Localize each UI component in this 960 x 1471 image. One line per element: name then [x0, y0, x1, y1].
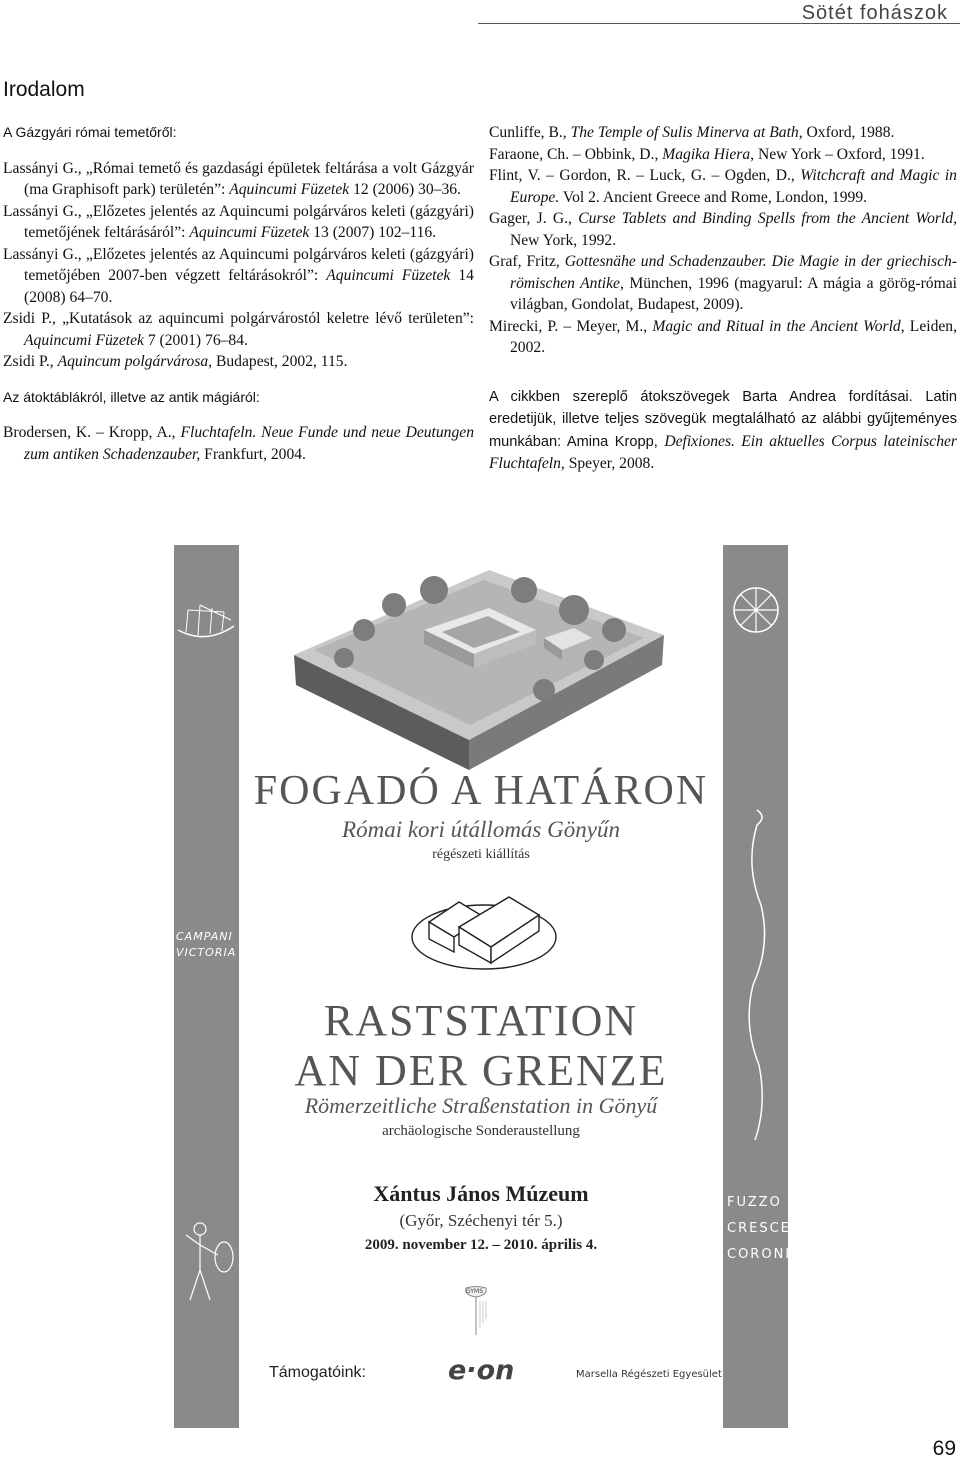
- poster-kind-hu: régészeti kiállítás: [432, 847, 530, 862]
- reference-work: Aquincumi Füzetek: [189, 224, 310, 241]
- reference-work: Witchcraft and Magic in Europe.: [510, 167, 957, 206]
- reference-author: Cunliffe, B.,: [489, 124, 571, 141]
- reference-item: [3, 158, 474, 201]
- exhibition-dates: 2009. november 12. – 2010. április 4.: [364, 1237, 598, 1253]
- reference-author: Zsidi P.,: [3, 353, 58, 370]
- page-number: 69: [932, 1437, 956, 1460]
- reference-details: 12 (2006) 30–36.: [349, 181, 461, 198]
- reference-author: Lassányi G.,: [3, 202, 86, 220]
- reference-work: The Temple of Sulis Minerva at Bath,: [570, 124, 803, 141]
- reference-work: Aquincumi Füzetek: [24, 331, 144, 349]
- poster-title-hu: FOGADÓ A HATÁRON: [253, 768, 709, 814]
- reference-author: Flint, V. – Gordon, R. – Luck, G. – Ogden, D.,: [489, 167, 801, 184]
- ship-graffito-icon: [176, 590, 236, 650]
- translation-note: [489, 386, 957, 475]
- snake-graffito-icon: [737, 805, 777, 1145]
- reference-details: Leiden, 2002.: [510, 317, 957, 356]
- section-title: Irodalom: [3, 78, 85, 101]
- reference-details: 13 (2007) 102–116.: [309, 224, 437, 241]
- reference-work: Aquincum polgárvárosa,: [57, 353, 213, 370]
- reference-list-3: [489, 122, 957, 359]
- site-model-image: [274, 550, 684, 775]
- reference-work: Aquincumi Füzetek: [229, 181, 350, 198]
- reference-item: [3, 201, 474, 244]
- reference-details: Vol 2. Ancient Greece and Rome, London, 1999.: [559, 188, 868, 206]
- left-column: [3, 122, 474, 465]
- reference-item: [489, 208, 957, 251]
- reference-details: Frankfurt, 2004.: [200, 445, 306, 463]
- reference-list-1: [3, 158, 474, 373]
- exhibition-poster: [174, 545, 802, 1428]
- poster-title-de-1: RASTSTATION: [323, 996, 639, 1045]
- reference-author: Lassányi G.,: [3, 159, 86, 177]
- museum-name: Xántus János Múzeum: [373, 1181, 589, 1206]
- left-band: [174, 545, 239, 1428]
- eon-logo: e·on: [448, 1355, 515, 1386]
- reference-author: Lassányi G.,: [3, 245, 86, 263]
- reference-details: 14 (2008) 64–70.: [24, 267, 474, 306]
- subhead-magic: Az átoktáblákról, illetve az antik mágiáról:: [3, 388, 260, 405]
- poster-title-de-2: AN DER GRENZE: [294, 1046, 668, 1095]
- reference-author: Faraone, Ch. – Obbink, D.,: [489, 145, 663, 163]
- reference-work: Magic and Ritual in the Ancient World,: [652, 317, 905, 335]
- reference-author: Gager, J. G.,: [489, 210, 579, 227]
- poster-subtitle-hu: Római kori útállomás Gönyűn: [342, 817, 620, 842]
- reference-work: Gottesnähe und Schadenzauber. Die Magie in der griechisch-römischen Antike,: [510, 253, 957, 292]
- reference-item: [489, 165, 957, 208]
- reference-title: „Római temető és gazdasági épületek feltárása a volt Gázgyár (ma Graphisoft park) területén”:: [24, 159, 474, 198]
- reference-work: Fluchtafeln. Neue Funde und neue Deutungen zum antiken Schadenzauber,: [24, 424, 474, 463]
- reference-author: Zsidi P.,: [3, 310, 63, 327]
- reference-work: Magika Hiera,: [662, 145, 755, 163]
- gladiator-graffito-icon: [178, 1215, 238, 1305]
- reference-item: [489, 316, 957, 359]
- reference-item: [3, 308, 474, 351]
- marsella-logo: Marsella Régészeti Egyesület: [576, 1369, 722, 1380]
- reference-item: [3, 244, 474, 309]
- reference-details: 7 (2001) 76–84.: [143, 331, 248, 349]
- building-sketch-image: [399, 867, 559, 977]
- note-suffix: Speyer, 2008.: [564, 455, 655, 472]
- reference-item: [3, 351, 474, 373]
- reference-title: „Előzetes jelentés az Aquincumi polgárváros keleti (gázgyári) temetőjének feltárásáról”:: [24, 202, 474, 241]
- fuzzo-graffito: FUZZO CRESCES CORONI: [727, 1195, 802, 1262]
- reference-item: [489, 251, 957, 316]
- note-text: A cikkben szereplő átokszövegek Barta Andrea fordításai. Latin eredetijük, illetve teljes szövegük megtalálható az alábbi gyűjteményes munkában: Amina Kropp,: [489, 388, 957, 450]
- wheel-graffito-icon: [726, 580, 786, 640]
- reference-work: Aquincumi Füzetek: [326, 267, 451, 284]
- reference-item: [489, 144, 957, 166]
- right-band: [723, 545, 802, 1428]
- right-column: [489, 122, 957, 475]
- reference-details: New York, 1992.: [510, 231, 617, 249]
- reference-item: [3, 422, 474, 465]
- reference-title: „Kutatások az aquincumi polgárvárostól keletre lévő területen”:: [62, 310, 474, 327]
- reference-details: New York – Oxford, 1991.: [754, 145, 925, 163]
- reference-author: Brodersen, K. – Kropp, A.,: [3, 424, 181, 441]
- reference-list-2: [3, 422, 474, 465]
- sponsors-label: Támogatóink:: [269, 1364, 366, 1381]
- campani-graffito: CAMPANI VICTORIA: [176, 930, 237, 959]
- reference-work: Curse Tablets and Binding Spells from the Ancient World,: [578, 210, 957, 227]
- note-title: Defixiones. Ein aktuelles Corpus lateinischer Fluchtafeln,: [489, 432, 957, 472]
- reference-author: Mirecki, P. – Meyer, M.,: [489, 317, 653, 335]
- running-head: Sötét fohászok: [801, 2, 948, 24]
- reference-author: Graf, Fritz,: [489, 253, 565, 270]
- subhead-gazgyar: A Gázgyári római temetőről:: [3, 124, 177, 140]
- reference-details: Oxford, 1988.: [802, 124, 895, 141]
- poster-kind-de: archäologische Sonderaustellung: [382, 1123, 580, 1139]
- reference-item: [489, 122, 957, 144]
- poster-subtitle-de: Römerzeitliche Straßenstation in Gönyű: [304, 1093, 658, 1118]
- reference-details: München, 1996 (magyarul: A mágia a görög-római világban, Gondolat, Budapest, 2009).: [510, 274, 957, 313]
- seal-text: GYMS: [466, 1288, 484, 1295]
- reference-title: „Előzetes jelentés az Aquincumi polgárváros keleti (gázgyári) temetőjében 2007-ben végzett feltárásokról”:: [24, 245, 474, 284]
- museum-address: (Győr, Széchenyi tér 5.): [399, 1211, 563, 1230]
- reference-details: Budapest, 2002, 115.: [212, 353, 348, 370]
